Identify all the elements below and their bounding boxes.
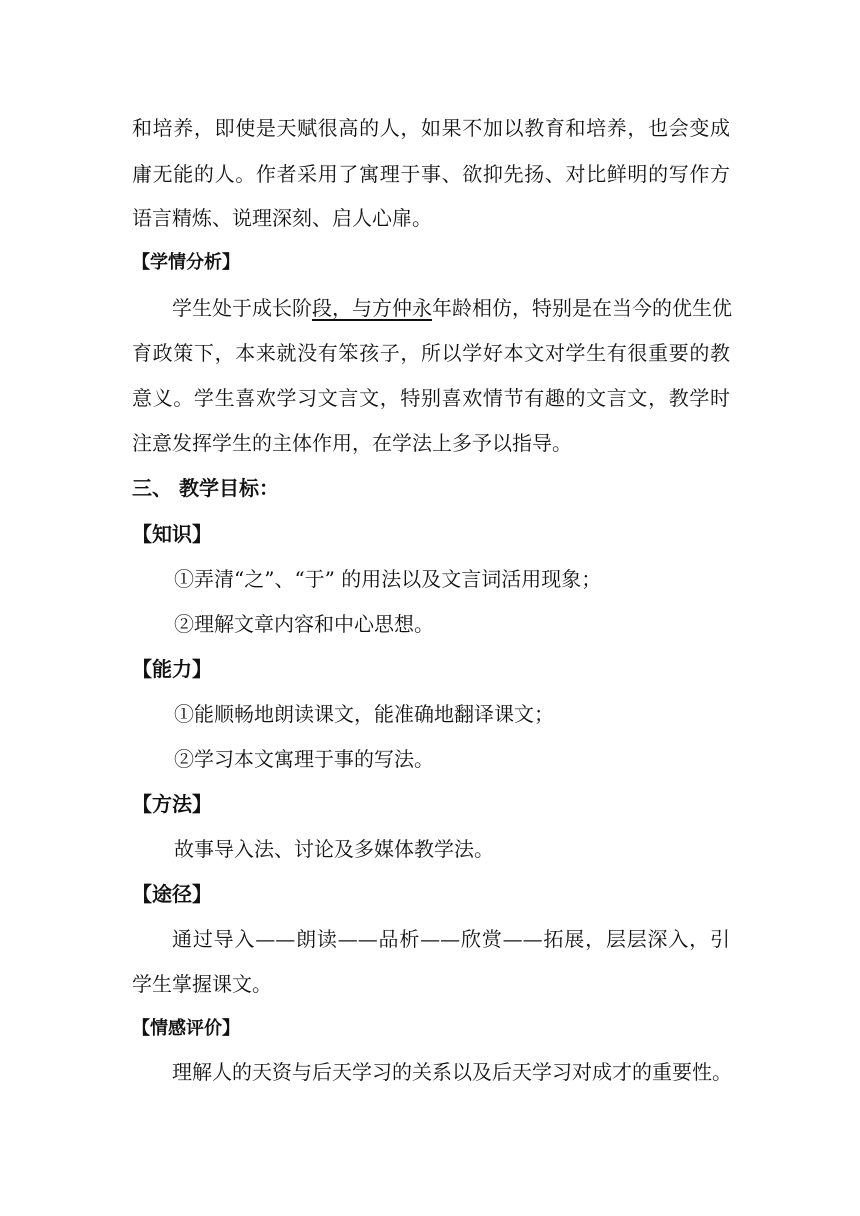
emotion-heading: 【情感评价】	[132, 1018, 240, 1039]
section-3-heading: 三、 教学目标：	[132, 476, 279, 500]
ability-item-1: ①能顺畅地朗读课文，能准确地翻译课文；	[174, 702, 554, 726]
emotion-text: 理解人的天资与后天学习的关系以及后天学习对成才的重要性。	[172, 1060, 732, 1084]
intro-line-2: 庸无能的人。作者采用了寓理于事、欲抑先扬、对比鲜明的写作方	[132, 162, 730, 186]
learning-analysis-line-3: 意义。学生喜欢学习文言文，特别喜欢情节有趣的文言文，教学时	[132, 386, 730, 410]
knowledge-item-1: ①弄清“之”、“于” 的用法以及文言词活用现象；	[174, 567, 602, 591]
ability-heading: 【能力】	[132, 657, 212, 681]
learning-analysis-text-end: 年龄相仿，特别是在当今的优生优	[432, 296, 732, 320]
approach-heading: 【途径】	[132, 882, 212, 906]
approach-line-2: 学生掌握课文。	[132, 972, 272, 996]
learning-analysis-heading: 【学情分析】	[132, 252, 240, 273]
learning-analysis-line-1	[172, 294, 732, 322]
ability-item-2: ②学习本文寓理于事的写法。	[174, 747, 434, 771]
underlined-phrase: 段，与方仲永	[312, 296, 432, 320]
knowledge-heading: 【知识】	[132, 522, 212, 546]
method-text: 故事导入法、讨论及多媒体教学法。	[174, 837, 494, 861]
knowledge-item-2: ②理解文章内容和中心思想。	[174, 612, 434, 636]
learning-analysis-line-4: 注意发挥学生的主体作用，在学法上多予以指导。	[132, 431, 572, 455]
method-heading: 【方法】	[132, 792, 212, 816]
intro-line-1: 和培养，即使是天赋很高的人，如果不加以教育和培养，也会变成	[132, 116, 730, 140]
approach-line-1: 通过导入——朗读——品析——欣赏——拓展，层层深入，引	[172, 927, 730, 951]
learning-analysis-line-2: 育政策下，本来就没有笨孩子，所以学好本文对学生有很重要的教	[132, 341, 730, 365]
learning-analysis-text-start: 学生处于成长阶	[172, 296, 312, 320]
intro-line-3: 语言精炼、说理深刻、启人心扉。	[132, 206, 432, 230]
